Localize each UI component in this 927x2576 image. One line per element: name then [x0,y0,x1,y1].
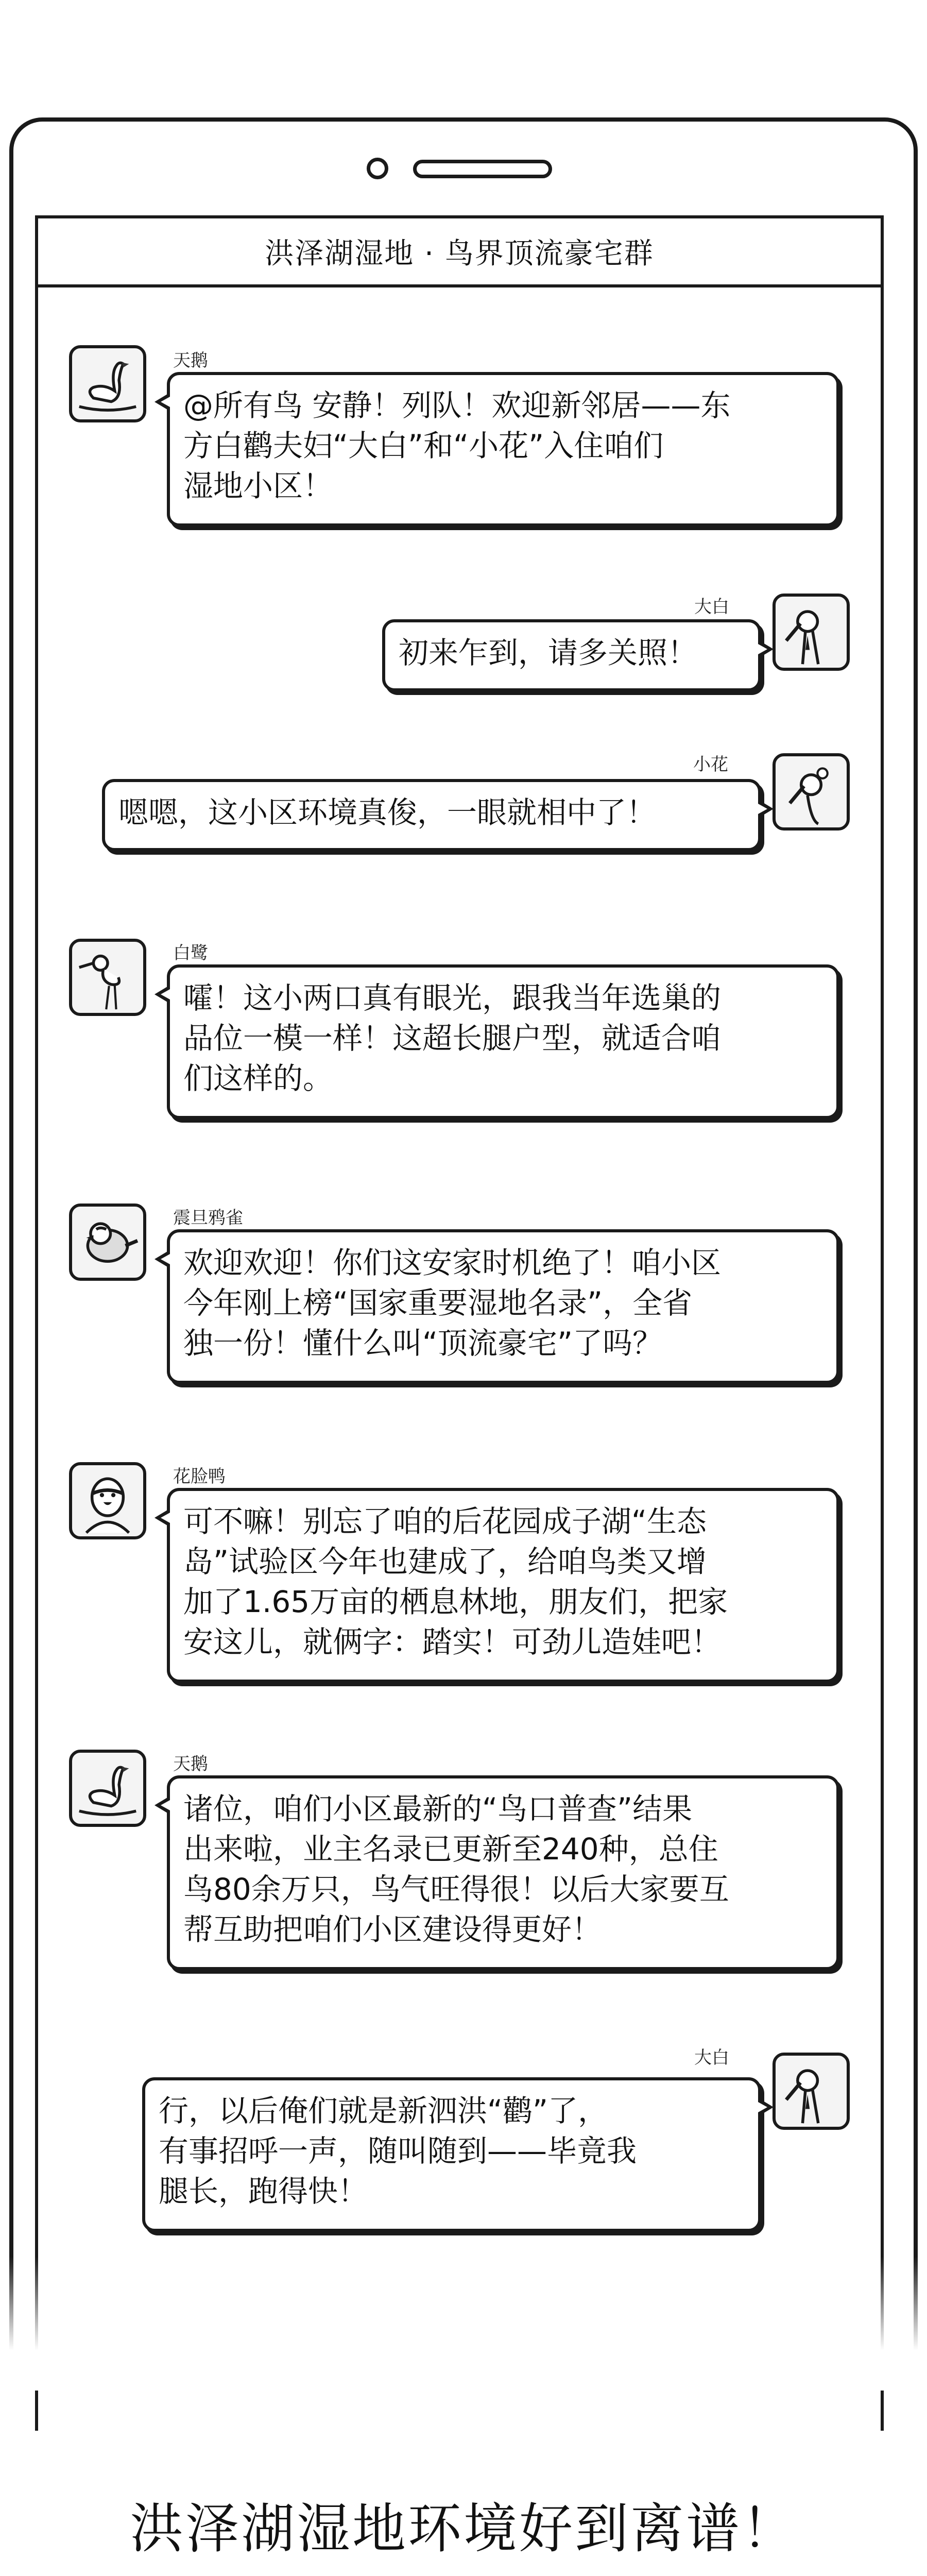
message-line: 行，以后俺们就是新泗洪“鹳”了， [159,2093,608,2128]
stork-flower-icon[interactable] [772,753,850,831]
message-line: @所有鸟 安静！列队！欢迎新邻居——东 [183,388,731,423]
message-line: 今年刚上榜“国家重要湿地名录”，全省 [183,1285,693,1320]
message-line: 初来乍到，请多关照！ [399,635,698,670]
message-bubble [167,1775,839,1970]
sender-name: 大白 [694,2047,729,2068]
message-line: 安这儿，就俩字：踏实！可劲儿造娃吧！ [183,1624,722,1659]
camera-icon [367,158,388,179]
message-line: 腿长，跑得快！ [159,2174,368,2209]
message-bubble [102,779,761,851]
egret-icon[interactable] [69,939,146,1016]
message-line: 品位一模一样！这超长腿户型，就适合咱 [183,1021,722,1056]
message-line: 诸位，咱们小区最新的“鸟口普查”结果 [183,1791,693,1826]
parrotbill-icon[interactable] [69,1204,146,1281]
sender-name: 白鹭 [173,943,208,963]
chat-title: 洪泽湖湿地 · 鸟界顶流豪宅群 [38,215,881,287]
message-bubble [167,1229,839,1384]
stork-tie-icon[interactable] [772,594,850,671]
swan-icon[interactable] [69,345,146,422]
stork-tie-icon[interactable] [772,2053,850,2130]
message-line: 欢迎欢迎！你们这安家时机绝了！咱小区 [183,1245,722,1280]
bottom-fade [0,2257,927,2391]
message-line: 嚯！这小两口真有眼光，跟我当年选巢的 [183,980,722,1015]
message-line: 们这样的。 [183,1061,333,1096]
sender-name: 震旦鸦雀 [173,1208,243,1228]
message-bubble [382,619,761,691]
message-bubble [167,1488,839,1683]
message-bubble [167,964,839,1119]
sender-name: 天鹅 [173,350,208,371]
sender-name: 小花 [693,754,728,775]
message-line: 湿地小区！ [183,468,333,503]
message-bubble [142,2077,761,2232]
message-line: 鸟80余万只，鸟气旺得很！以后大家要互 [183,1872,729,1907]
message-line: 独一份！懂什么叫“顶流豪宅”了吗？ [183,1326,663,1361]
message-line: 有事招呼一声，随叫随到——毕竟我 [159,2133,637,2168]
message-line: 岛”试验区今年也建成了，给咱鸟类又增 [183,1544,707,1579]
duck-icon[interactable] [69,1462,146,1539]
swan-icon[interactable] [69,1750,146,1827]
caption-line-1: 洪泽湖湿地环境好到离谱！ [129,2497,797,2560]
sender-name: 花脸鸭 [173,1466,226,1487]
message-bubble [167,372,839,527]
sender-name: 大白 [694,597,729,617]
speaker-icon [413,160,552,178]
message-line: 嗯嗯，这小区环境真俊，一眼就相中了！ [118,795,657,830]
message-line: 帮互助把咱们小区建设得更好！ [183,1912,602,1947]
message-line: 出来啦，业主名录已更新至240种，总住 [183,1832,718,1867]
sender-name: 天鹅 [173,1754,208,1774]
message-line: 加了1.65万亩的栖息林地，朋友们，把家 [183,1584,728,1619]
message-line: 可不嘛！别忘了咱的后花园成子湖“生态 [183,1504,707,1539]
message-line: 方白鹳夫妇“大白”和“小花”入住咱们 [183,428,664,463]
